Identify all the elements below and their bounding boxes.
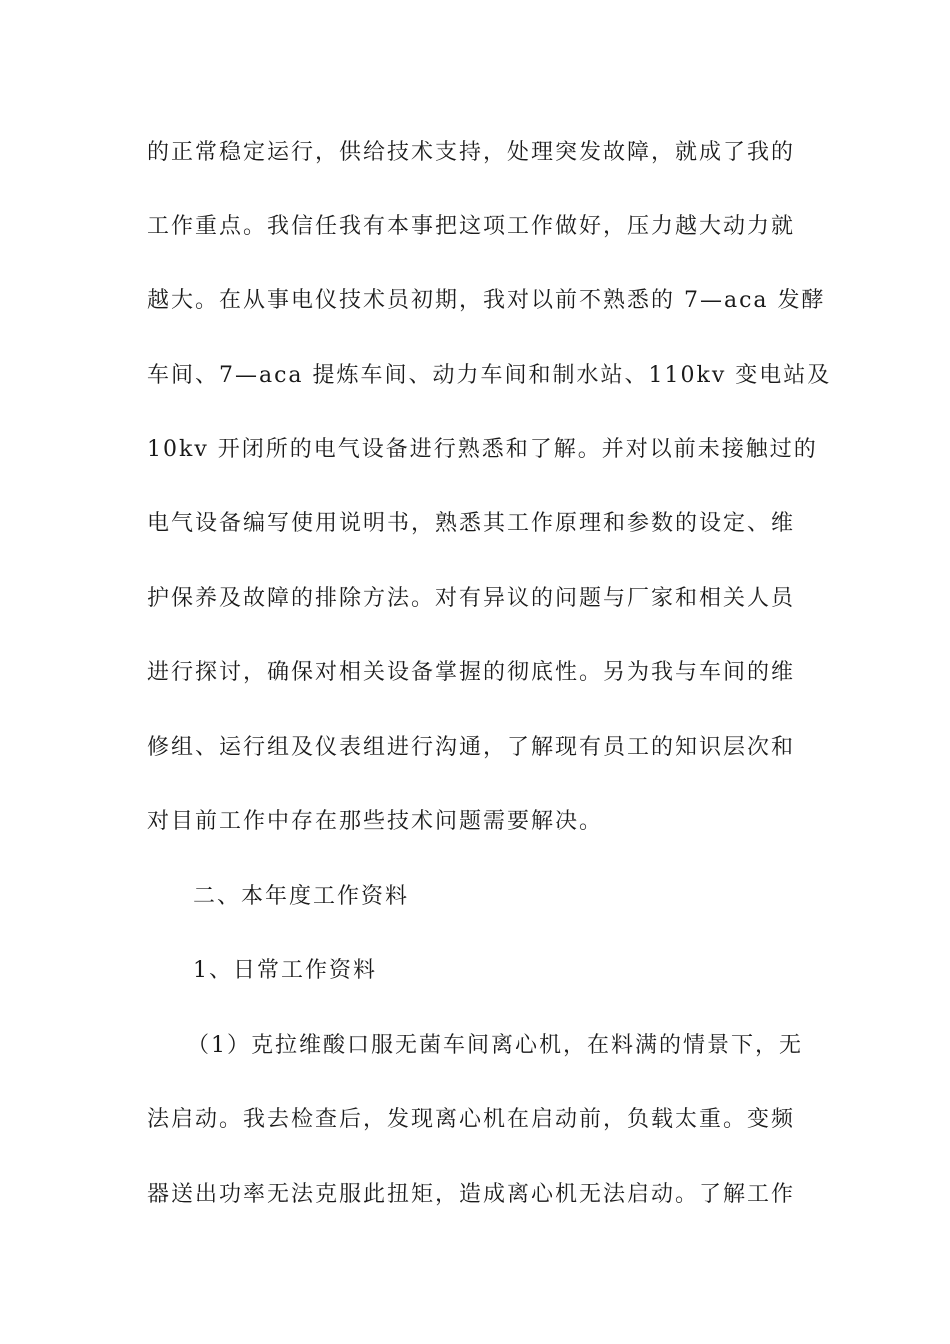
paragraph-line: 10kv 开闭所的电气设备进行熟悉和了解。并对以前未接触过的	[147, 437, 818, 462]
paragraph-line: 的正常稳定运行，供给技术支持，处理突发故障，就成了我的	[147, 140, 796, 165]
paragraph-line: 越大。在从事电仪技术员初期，我对以前不熟悉的 7—aca 发酵	[147, 288, 826, 313]
paragraph-line: 护保养及故障的排除方法。对有异议的问题与厂家和相关人员	[147, 586, 796, 611]
paragraph-line: 对目前工作中存在那些技术问题需要解决。	[147, 809, 604, 834]
paragraph-line: 法启动。我去检查后，发现离心机在启动前，负载太重。变频	[147, 1107, 796, 1132]
paragraph-line: 器送出功率无法克服此扭矩，造成离心机无法启动。了解工作	[147, 1182, 796, 1207]
paragraph-line: 车间、7—aca 提炼车间、动力车间和制水站、110kv 变电站及	[147, 363, 832, 388]
paragraph-line: （1）克拉维酸口服无菌车间离心机，在料满的情景下，无	[187, 1033, 803, 1058]
section-heading: 二、本年度工作资料	[193, 884, 410, 909]
paragraph-line: 修组、运行组及仪表组进行沟通，了解现有员工的知识层次和	[147, 735, 796, 760]
subsection-heading: 1、日常工作资料	[193, 958, 377, 983]
paragraph-line: 进行探讨，确保对相关设备掌握的彻底性。另为我与车间的维	[147, 660, 796, 685]
paragraph-line: 工作重点。我信任我有本事把这项工作做好，压力越大动力就	[147, 214, 796, 239]
paragraph-line: 电气设备编写使用说明书，熟悉其工作原理和参数的设定、维	[147, 511, 796, 536]
